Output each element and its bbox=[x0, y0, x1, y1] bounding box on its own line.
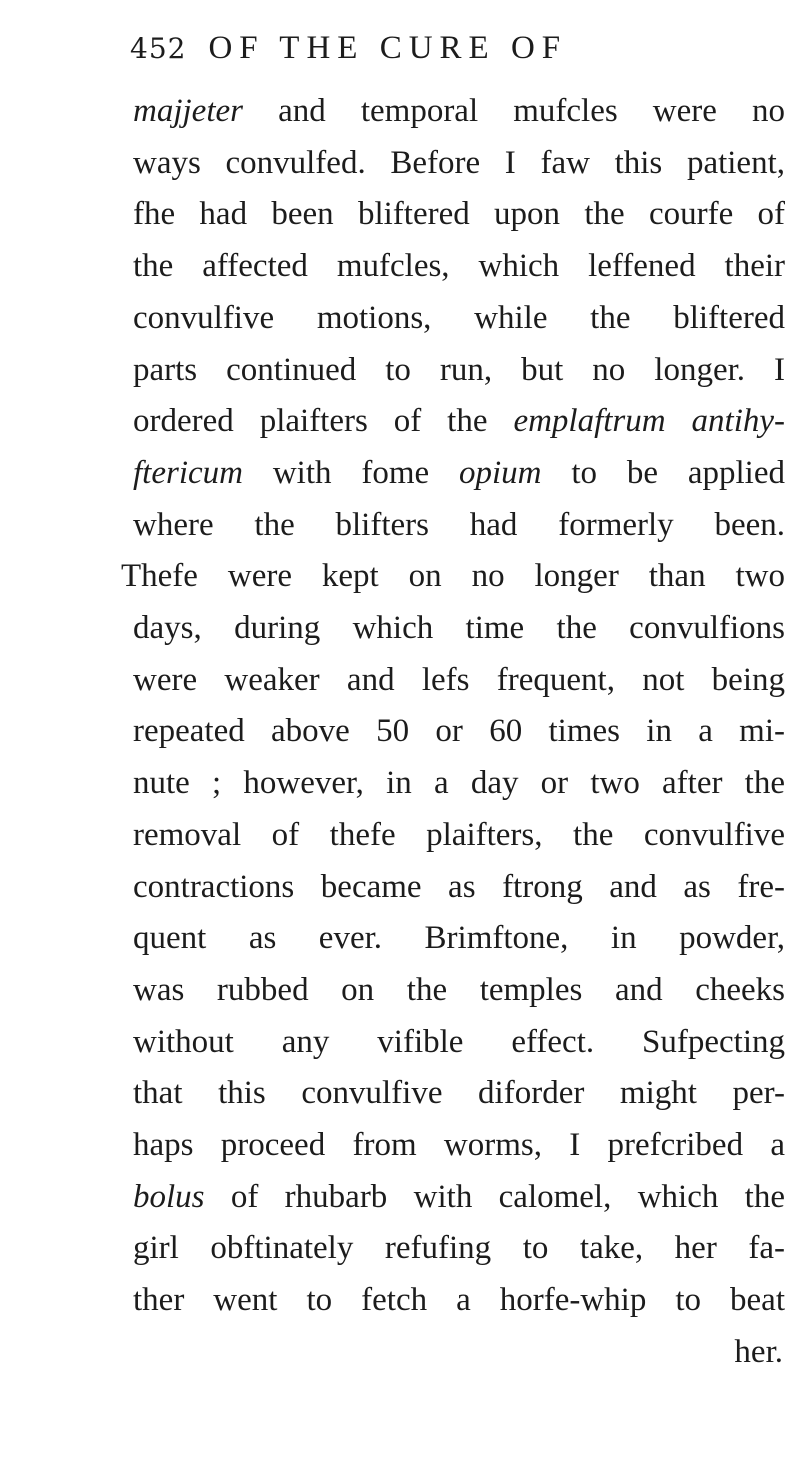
text-line bbox=[133, 810, 785, 862]
text-segment: with fome bbox=[242, 454, 459, 491]
text-segment: girl obftinately refufing to take, her fa- bbox=[133, 1230, 785, 1267]
text-segment: was rubbed on the temples and cheeks bbox=[133, 971, 785, 1008]
text-segment: parts continued to run, but no longer. I bbox=[133, 351, 785, 388]
text-segment: to be applied bbox=[541, 454, 785, 491]
italic-text: ftericum bbox=[133, 454, 243, 491]
italic-text: majjeter bbox=[133, 93, 243, 129]
text-segment: and temporal mufcles were no bbox=[242, 93, 785, 129]
text-segment: days, during which time the convulfions bbox=[133, 610, 785, 647]
text-segment: without any vifible effect. Sufpecting bbox=[133, 1023, 785, 1060]
text-segment: removal of thefe plaifters, the convulfive bbox=[133, 816, 785, 853]
text-line bbox=[133, 396, 785, 448]
text-segment: that this convulfive diforder might per- bbox=[133, 1075, 785, 1112]
text-segment: contractions became as ftrong and as fre- bbox=[133, 868, 785, 905]
page-header bbox=[130, 30, 567, 78]
page-number: 452 bbox=[130, 32, 187, 65]
text-segment: repeated above 50 or 60 times in a mi- bbox=[133, 713, 785, 750]
text-segment: fhe had been bliftered upon the courfe of bbox=[133, 196, 785, 233]
text-line bbox=[133, 448, 785, 500]
text-line bbox=[133, 1120, 785, 1172]
text-segment: her. bbox=[734, 1333, 783, 1370]
text-line bbox=[133, 1068, 785, 1120]
italic-text: bolus bbox=[133, 1178, 205, 1215]
text-segment: quent as ever. Brimftone, in powder, bbox=[133, 920, 785, 957]
text-line bbox=[133, 293, 785, 345]
text-line bbox=[133, 965, 785, 1017]
text-segment: haps proceed from worms, I prefcribed a bbox=[133, 1127, 785, 1164]
running-head: OF THE CURE OF bbox=[208, 30, 568, 66]
text-line bbox=[133, 1275, 785, 1327]
text-segment: ways convulfed. Before I faw this patient, bbox=[133, 144, 785, 181]
text-segment: of rhubarb with calomel, which the bbox=[204, 1178, 785, 1215]
text-segment: nute ; however, in a day or two after the bbox=[133, 765, 785, 802]
text-line bbox=[133, 603, 785, 655]
text-line bbox=[133, 86, 785, 138]
text-segment: where the blifters had formerly been. bbox=[133, 506, 785, 543]
text-line bbox=[133, 345, 785, 397]
text-segment: were weaker and lefs frequent, not being bbox=[133, 661, 785, 698]
text-line bbox=[133, 1172, 785, 1224]
text-segment: convulfive motions, while the bliftered bbox=[133, 299, 785, 336]
text-segment: ther went to fetch a horfe-whip to beat bbox=[133, 1282, 785, 1319]
text-line bbox=[133, 1017, 785, 1069]
text-line bbox=[133, 706, 785, 758]
text-segment: the affected mufcles, which leffened their bbox=[133, 248, 785, 285]
text-segment: Thefe were kept on no longer than two bbox=[121, 558, 785, 595]
text-line bbox=[133, 189, 785, 241]
text-line bbox=[133, 1327, 785, 1379]
italic-text: emplaftrum antihy- bbox=[513, 403, 785, 440]
text-line bbox=[133, 655, 785, 707]
body-text bbox=[121, 86, 785, 1379]
text-segment: ordered plaifters of the bbox=[133, 403, 514, 440]
text-line bbox=[133, 862, 785, 914]
text-line bbox=[133, 758, 785, 810]
text-line bbox=[133, 500, 785, 552]
text-line bbox=[133, 913, 785, 965]
italic-text: opium bbox=[459, 454, 542, 491]
text-line bbox=[133, 241, 785, 293]
text-line bbox=[121, 551, 785, 603]
text-line bbox=[133, 138, 785, 190]
text-line bbox=[133, 1223, 785, 1275]
